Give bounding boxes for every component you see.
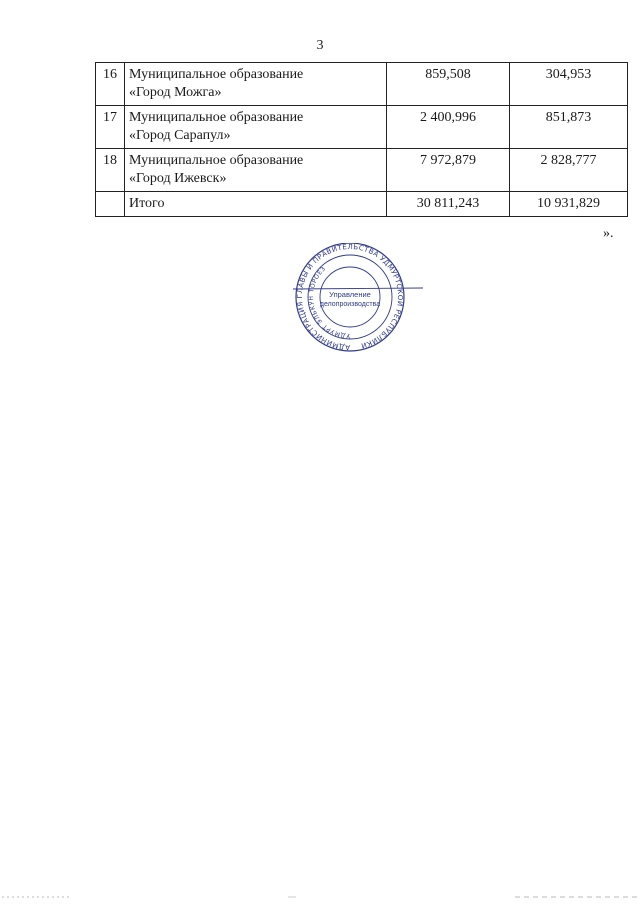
total-value-2: 10 931,829 xyxy=(510,192,628,217)
seal-stamp-icon xyxy=(275,243,425,355)
table-row xyxy=(96,63,628,106)
total-number xyxy=(96,192,125,217)
municipality-name xyxy=(125,149,387,192)
value-1: 7 972,879 xyxy=(387,149,510,192)
seal-inner-textpath: УДМУРТ ЭЛЬКУН ТӦРОЕЗ xyxy=(307,265,351,340)
total-label: Итого xyxy=(125,192,387,217)
scan-artifact xyxy=(0,895,640,899)
seal-center-line2: делопроизводства xyxy=(319,301,381,308)
table-row xyxy=(96,106,628,149)
value-1: 2 400,996 xyxy=(387,106,510,149)
row-number: 18 xyxy=(96,149,125,192)
value-2: 304,953 xyxy=(510,63,628,106)
closing-quote: ». xyxy=(603,226,614,241)
table-row xyxy=(96,149,628,192)
allocation-table xyxy=(95,62,628,217)
municipality-name-line1: Муниципальное образование xyxy=(129,153,304,168)
page-number: 3 xyxy=(316,38,324,53)
value-2: 851,873 xyxy=(510,106,628,149)
row-number: 16 xyxy=(96,63,125,106)
official-seal xyxy=(275,243,425,355)
municipality-name-line2: «Город Сарапул» xyxy=(129,128,231,143)
municipality-name-line2: «Город Можга» xyxy=(129,85,222,100)
municipality-name xyxy=(125,106,387,149)
municipality-name-line2: «Город Ижевск» xyxy=(129,171,227,186)
municipality-name-line1: Муниципальное образование xyxy=(129,110,304,125)
seal-outer-textpath: АДМИНИСТРАЦИЯ ГЛАВЫ И ПРАВИТЕЛЬСТВА УДМУРТСКОЙ РЕСПУБЛИКИ xyxy=(295,243,405,352)
total-value-1: 30 811,243 xyxy=(387,192,510,217)
municipality-name xyxy=(125,63,387,106)
row-number: 17 xyxy=(96,106,125,149)
value-1: 859,508 xyxy=(387,63,510,106)
seal-center-line1: Управление xyxy=(329,290,371,299)
value-2: 2 828,777 xyxy=(510,149,628,192)
total-row xyxy=(96,192,628,217)
municipality-name-line1: Муниципальное образование xyxy=(129,67,304,82)
